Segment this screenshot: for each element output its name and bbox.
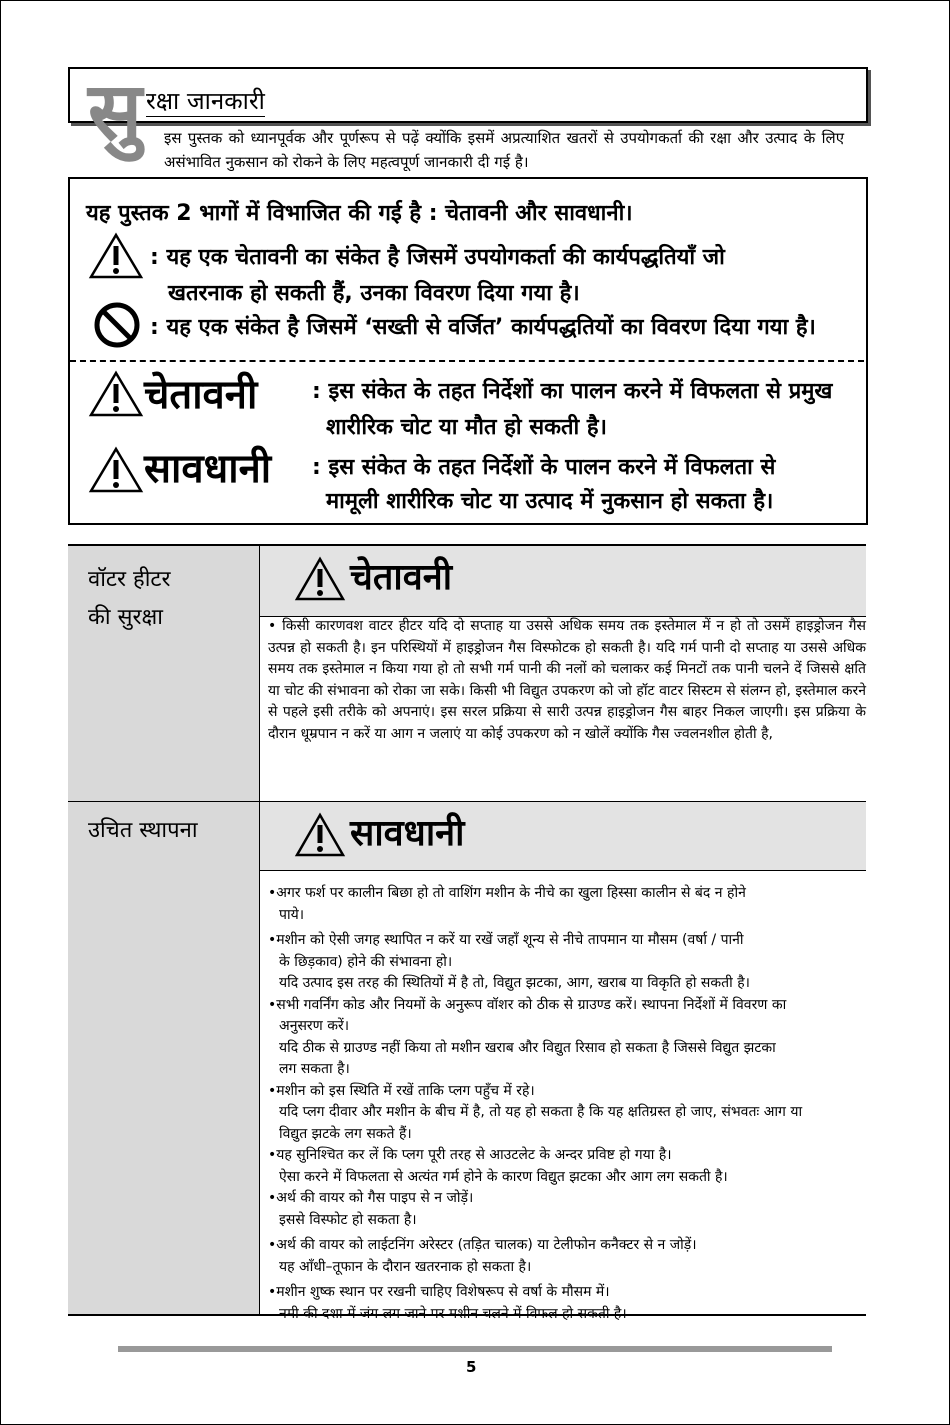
- installation-caution-list: [268, 883, 866, 1325]
- table-column-divider: [259, 545, 260, 1315]
- list-item: •अर्थ की वायर को लाईटनिंग अरेस्टर (तड़ित चालक) या टेलीफोन कनैक्टर से न जोड़ें। यह आँधी–तूफान के दौरान खतरनाक हो सकता है।: [268, 1237, 697, 1275]
- warning-triangle-icon: [88, 232, 144, 280]
- footer-bar: [118, 1346, 832, 1352]
- warning-symbol-desc-line2: खतरनाक हो सकती हैं, उनका विवरण दिया गया है।: [168, 281, 580, 306]
- installation-label: उचित स्थापना: [88, 818, 198, 843]
- water-heater-warning-title: चेतावनी: [350, 557, 453, 598]
- warning-desc-line1: : इस संकेत के तहत निर्देशों का पालन करने में विफलता से प्रमुख: [312, 379, 833, 404]
- caution-triangle-icon: [294, 812, 346, 858]
- list-item: •मशीन को इस स्थिति में रखें ताकि प्लग पहुँच में रहे। यदि प्लग दीवार और मशीन के बीच में है, तो यह हो सकता है कि यह क्षतिग्रस्त हो जाए, संभवतः आग या विद्युत झटके लग सकते हैं।: [268, 1082, 803, 1142]
- list-item: •यह सुनिश्चित कर लें कि प्लग पूरी तरह से आउटलेट के अन्दर प्रविष्ट हो गया है। ऐसा करने में विफलता से अत्यंत गर्म होने के कारण विद्युत झटका और आग लग सकती है।: [268, 1147, 728, 1185]
- info-heading: यह पुस्तक 2 भागों में विभाजित की गई है : चेतावनी और सावधानी।: [86, 201, 633, 226]
- header-title: रक्षा जानकारी: [146, 87, 265, 115]
- warning-triangle-icon: [88, 370, 144, 418]
- header-big-letter: सु: [88, 65, 143, 158]
- dashed-separator: [70, 360, 864, 362]
- caution-desc-line2: मामूली शारीरिक चोट या उत्पाद में नुकसान हो सकता है।: [326, 489, 774, 514]
- warning-triangle-icon: [294, 556, 346, 602]
- caution-label: सावधानी: [144, 446, 272, 492]
- section-label-column: [68, 545, 260, 1315]
- table-bottom-rule: [68, 1314, 866, 1316]
- prohibited-symbol-desc: : यह एक संकेत है जिसमें ‘सख्ती से वर्जित’ कार्यपद्धतियों का विवरण दिया गया है।: [150, 315, 816, 340]
- list-item: •अगर फर्श पर कालीन बिछा हो तो वाशिंग मशीन के नीचे का खुला हिस्सा कालीन से बंद न होने पाये।: [268, 885, 746, 923]
- page-number: 5: [466, 1358, 477, 1376]
- header-intro-text: इस पुस्तक को ध्यानपूर्वक और पूर्णरूप से पढ़ें क्योंकि इसमें अप्रत्याशित खतरों से उपयोगकर्ता की रक्षा और उत्पाद के लिए असंभावित नुकसान को रोकने के लिए महत्वपूर्ण जानकारी दी गई है।: [164, 129, 844, 171]
- water-heater-label-line2: की सुरक्षा: [88, 605, 163, 630]
- list-item: •मशीन शुष्क स्थान पर रखनी चाहिए विशेषरूप से वर्षा के मौसम में। नमी की दशा में जंग लग जाने पर मशीन चलने में विफल हो सकती है।: [268, 1284, 627, 1322]
- list-item: •सभी गवर्निंग कोड और नियमों के अनुरूप वॉशर को ठीक से ग्राउण्ड करें। स्थापना निर्देशों में विवरण का अनुसरण करें। यदि ठीक से ग्राउण्ड नहीं किया तो मशीन खराब और विद्युत रिसाव हो सकता है जिससे विद्युत झटका लग सकता है।: [268, 996, 787, 1077]
- installation-title-rule: [260, 870, 866, 871]
- list-item: •मशीन को ऐसी जगह स्थापित न करें या रखें जहाँ शून्य से नीचे तापमान या मौसम (वर्षा / पानी के छिड़काव) होने की संभावना हो। यदि उत्पाद इस तरह की स्थितियों में है तो, विद्युत झटका, आग, खराब या विकृति हो सकती है।: [268, 932, 750, 991]
- warning-label: चेतावनी: [144, 372, 258, 418]
- caution-desc-line1: : इस संकेत के तहत निर्देशों के पालन करने में विफलता से: [312, 455, 776, 480]
- water-heater-warning-text: • किसी कारणवश वाटर हीटर यदि दो सप्ताह या उससे अधिक समय तक इस्तेमाल में न हो तो उसमें हाइड्रोजन गैस उत्पन्न हो सकती है। इन परिस्थियों में हाइड्रोजन गैस विस्फोटक हो सकती है। यदि गर्म पानी दो सप्ताह या उससे अधिक समय तक इस्तेमाल न किया गया हो तो सभी गर्म पानी की नलों को चलाकर कई मिनटों तक पानी चलने दें जिससे क्षति या चोट की संभावना को रोका जा सके। किसी भी विद्युत उपकरण को जो हॉट वाटर सिस्टम से संलग्न हो, इस्तेमाल करने से पहले इसी तरीके को अपनाएं। इस सरल प्रक्रिया से सारी उत्पन्न हाइड्रोजन गैस बाहर निकल जाएगी। इस प्रक्रिया के दौरान धूम्रपान न करें या आग न जलाएं या कोई उपकरण को न खोलें क्योंकि गैस ज्वलनशील होती है,: [268, 618, 866, 742]
- warning-desc-line2: शारीरिक चोट या मौत हो सकती है।: [326, 415, 607, 440]
- warning-symbol-desc-line1: : यह एक चेतावनी का संकेत है जिसमें उपयोगकर्ता की कार्यपद्धतियाँ जो: [150, 245, 725, 270]
- prohibited-icon: [92, 300, 142, 350]
- list-item: •अर्थ की वायर को गैस पाइप से न जोड़ें। इससे विस्फोट हो सकता है।: [268, 1190, 474, 1228]
- water-heater-label-line1: वॉटर हीटर: [88, 567, 171, 592]
- caution-triangle-icon: [88, 446, 144, 494]
- installation-caution-title: सावधानी: [350, 813, 465, 854]
